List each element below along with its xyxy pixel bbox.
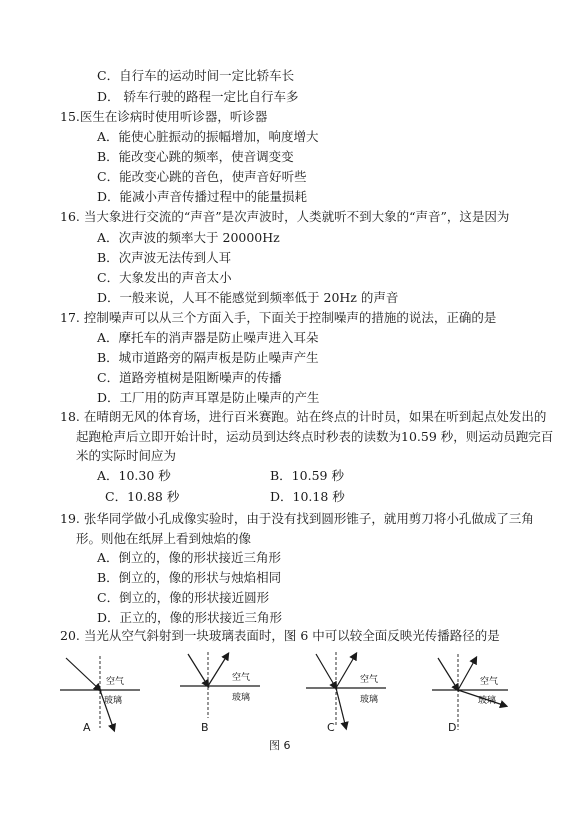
q17-option-a: A．摩托车的消声器是防止噪声进入耳朵 bbox=[97, 330, 319, 345]
q16-option-b: B．次声波无法传到人耳 bbox=[97, 250, 232, 265]
q19-option-b: B．倒立的，像的形状与烛焰相同 bbox=[97, 570, 282, 585]
diagram-d-glass-label: 玻璃 bbox=[478, 696, 497, 706]
q19-option-d: D．正立的，像的形状接近三角形 bbox=[97, 610, 283, 625]
q16-option-a: A．次声波的频率大于 20000Hz bbox=[97, 230, 280, 245]
diagram-letter-d: D bbox=[448, 721, 457, 734]
q19-option-a: A．倒立的，像的形状接近三角形 bbox=[97, 550, 282, 565]
diagram-a-air-label: 空气 bbox=[106, 677, 125, 687]
q19-stem-line2: 形。则他在纸屏上看到烛焰的像 bbox=[76, 531, 252, 546]
q14-option-c: C．自行车的运动时间一定比轿车长 bbox=[97, 68, 295, 83]
diagram-b bbox=[180, 652, 260, 718]
q17-option-c: C．道路旁植树是阻断噪声的传播 bbox=[97, 370, 282, 385]
q17-option-d: D．工厂用的防声耳罩是防止噪声的产生 bbox=[97, 390, 320, 405]
q17-stem: 17. 控制噪声可以从三个方面入手，下面关于控制噪声的措施的说法，正确的是 bbox=[60, 310, 497, 325]
q19-option-c: C．倒立的，像的形状接近圆形 bbox=[97, 590, 270, 605]
diagram-c-glass-label: 玻璃 bbox=[360, 695, 379, 705]
diagram-d bbox=[432, 654, 508, 730]
diagram-d-air-label: 空气 bbox=[480, 677, 499, 687]
diagram-a bbox=[60, 656, 140, 730]
diagram-c-air-label: 空气 bbox=[360, 675, 379, 685]
figure-caption: 图 6 bbox=[269, 739, 291, 752]
diagram-letter-a: A bbox=[83, 721, 91, 734]
q18-option-d: D．10.18 秒 bbox=[270, 489, 345, 504]
diagram-letter-b: B bbox=[201, 721, 209, 734]
q18-option-a: A．10.30 秒 bbox=[97, 468, 171, 483]
figure-6-diagrams bbox=[48, 648, 508, 740]
q16-option-c: C．大象发出的声音太小 bbox=[97, 270, 232, 285]
q18-option-b: B．10.59 秒 bbox=[270, 468, 344, 483]
q16-stem: 16. 当大象进行交流的“声音”是次声波时，人类就听不到大象的“声音”，这是因为 bbox=[60, 209, 510, 224]
q15-stem: 15.医生在诊病时使用听诊器，听诊器 bbox=[60, 109, 268, 124]
q18-stem-line2: 起跑枪声后立即开始计时，运动员到达终点时秒表的读数为10.59 秒，则运动员跑完百 bbox=[76, 429, 554, 444]
diagram-b-air-label: 空气 bbox=[232, 673, 251, 683]
q18-stem-line1: 18. 在晴朗无风的体育场，进行百米赛跑。站在终点的计时员，如果在听到起点处发出的 bbox=[60, 409, 547, 424]
q15-option-a: A．能使心脏振动的振幅增加，响度增大 bbox=[97, 129, 319, 144]
q18-stem-line3: 米的实际时间应为 bbox=[76, 448, 177, 463]
q16-option-d: D．一般来说，人耳不能感觉到频率低于 20Hz 的声音 bbox=[97, 290, 399, 305]
q15-option-b: B．能改变心跳的频率，使音调变变 bbox=[97, 149, 294, 164]
q17-option-b: B．城市道路旁的隔声板是防止噪声产生 bbox=[97, 350, 319, 365]
q15-option-d: D．能减小声音传播过程中的能量损耗 bbox=[97, 189, 308, 204]
q14-option-d: D． 轿车行驶的路程一定比自行车多 bbox=[97, 89, 299, 104]
diagram-b-glass-label: 玻璃 bbox=[232, 693, 251, 703]
q18-option-c: C．10.88 秒 bbox=[105, 489, 180, 504]
diagram-letter-c: C bbox=[327, 721, 335, 734]
diagram-a-glass-label: 玻璃 bbox=[104, 696, 123, 706]
diagram-c bbox=[306, 652, 386, 728]
q20-stem: 20. 当光从空气斜射到一块玻璃表面时，图 6 中可以较全面反映光传播路径的是 bbox=[60, 628, 500, 643]
q15-option-c: C．能改变心跳的音色，使声音好听些 bbox=[97, 169, 307, 184]
q19-stem-line1: 19. 张华同学做小孔成像实验时，由于没有找到圆形锥子，就用剪刀将小孔做成了三角 bbox=[60, 511, 534, 526]
